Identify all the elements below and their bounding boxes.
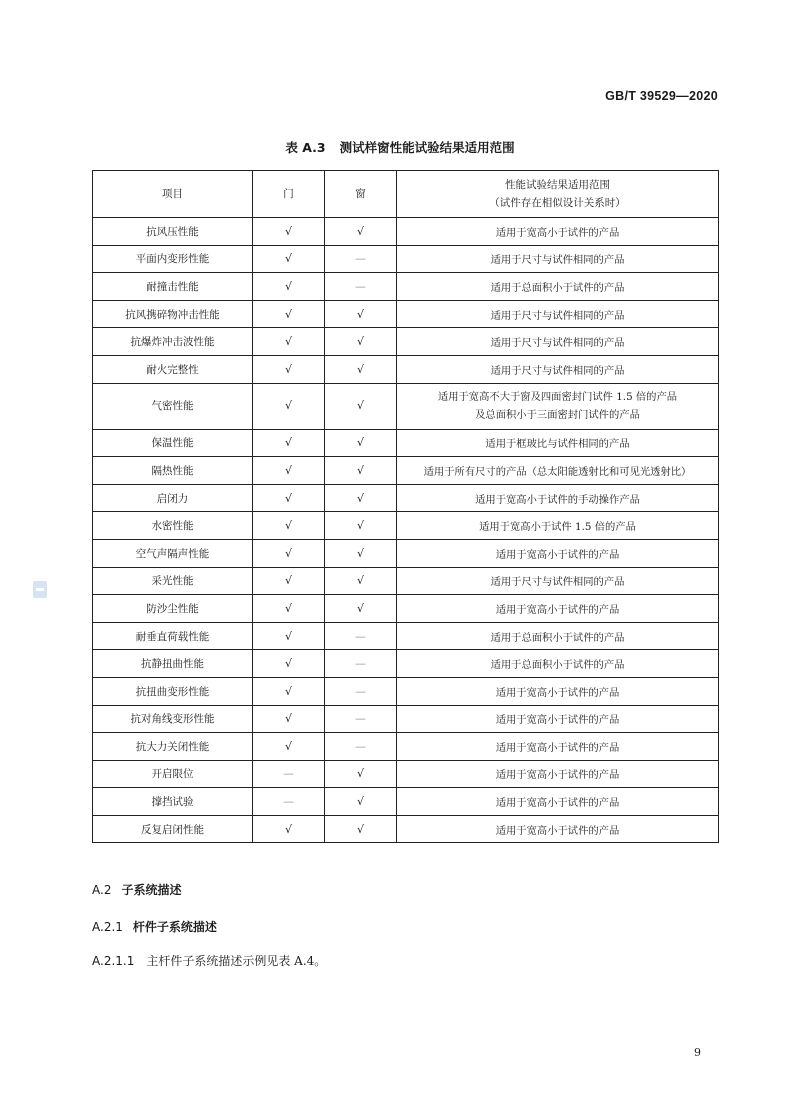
header-door: 门	[253, 171, 325, 218]
window-check-mark: √	[325, 300, 397, 328]
scope-text: 适用于所有尺寸的产品（总太阳能透射比和可见光透射比）	[423, 465, 692, 478]
table-row	[93, 760, 719, 788]
scope-text: 适用于宽高小于试件的产品	[495, 603, 620, 616]
table-row	[93, 650, 719, 678]
scope-cell	[397, 650, 719, 678]
window-check-mark: √	[325, 788, 397, 816]
scope-cell	[397, 512, 719, 540]
scope-text: 适用于框玻比与试件相同的产品	[485, 438, 630, 451]
item-cell: 抗风携碎物冲击性能	[93, 300, 253, 328]
door-check-mark: √	[253, 512, 325, 540]
table-row	[93, 429, 719, 457]
scope-text: 适用于尺寸与试件相同的产品	[490, 254, 625, 267]
section-title: 杆件子系统描述	[132, 920, 217, 934]
header-scope	[397, 171, 719, 218]
scope-text: 适用于宽高不大于窗及四面密封门试件 1.5 倍的产品	[437, 391, 678, 404]
door-check-mark: √	[253, 733, 325, 761]
window-check-mark: √	[325, 484, 397, 512]
item-cell: 开启限位	[93, 760, 253, 788]
door-check-mark: √	[253, 328, 325, 356]
table-row	[93, 355, 719, 383]
window-not-applicable-mark: —	[325, 733, 397, 761]
scope-cell	[397, 383, 719, 429]
window-not-applicable-mark: —	[325, 273, 397, 301]
scope-cell	[397, 595, 719, 623]
door-check-mark: √	[253, 539, 325, 567]
table-row	[93, 512, 719, 540]
item-cell: 空气声隔声性能	[93, 539, 253, 567]
item-cell: 抗风压性能	[93, 218, 253, 246]
scope-cell	[397, 328, 719, 356]
scope-cell	[397, 457, 719, 485]
header-scope-line2: （试件存在相似设计关系时）	[489, 197, 626, 209]
scope-text: 适用于宽高小于试件的产品	[495, 797, 620, 810]
table-row	[93, 733, 719, 761]
window-not-applicable-mark: —	[325, 650, 397, 678]
table-title-text: 测试样窗性能试验结果适用范围	[339, 140, 515, 155]
scope-cell	[397, 622, 719, 650]
door-check-mark: √	[253, 484, 325, 512]
door-check-mark: √	[253, 650, 325, 678]
section-number: A.2.1.1	[92, 954, 135, 968]
scope-cell	[397, 539, 719, 567]
scope-text: 适用于宽高小于试件的手动操作产品	[475, 493, 640, 506]
door-check-mark: √	[253, 595, 325, 623]
window-check-mark: √	[325, 567, 397, 595]
table-title	[0, 138, 800, 156]
item-cell: 耐垂直荷载性能	[93, 622, 253, 650]
scope-text: 适用于宽高小于试件的产品	[495, 714, 620, 727]
table-row	[93, 595, 719, 623]
item-cell: 防沙尘性能	[93, 595, 253, 623]
scope-cell	[397, 273, 719, 301]
window-not-applicable-mark: —	[325, 677, 397, 705]
door-check-mark: √	[253, 218, 325, 246]
scope-cell	[397, 218, 719, 246]
scope-text: 适用于总面积小于试件的产品	[490, 631, 625, 644]
section-a2-heading	[92, 881, 181, 898]
scope-text: 适用于宽高小于试件的产品	[495, 686, 620, 699]
table-number: 表 A.3	[285, 140, 326, 155]
door-check-mark: √	[253, 245, 325, 273]
scope-text-line2: 及总面积小于三面密封门试件的产品	[475, 409, 640, 422]
item-cell: 气密性能	[93, 383, 253, 429]
window-check-mark: √	[325, 355, 397, 383]
table-row	[93, 383, 719, 429]
window-check-mark: √	[325, 457, 397, 485]
door-check-mark: √	[253, 622, 325, 650]
window-not-applicable-mark: —	[325, 245, 397, 273]
window-not-applicable-mark: —	[325, 622, 397, 650]
table-row	[93, 300, 719, 328]
table-row	[93, 328, 719, 356]
table-row	[93, 622, 719, 650]
table-row	[93, 457, 719, 485]
table-row	[93, 218, 719, 246]
door-check-mark: √	[253, 273, 325, 301]
scope-text: 适用于总面积小于试件的产品	[490, 281, 625, 294]
window-check-mark: √	[325, 595, 397, 623]
door-check-mark: √	[253, 705, 325, 733]
door-check-mark: √	[253, 383, 325, 429]
table-row	[93, 484, 719, 512]
item-cell: 抗静扭曲性能	[93, 650, 253, 678]
scope-text: 适用于宽高小于试件 1.5 倍的产品	[479, 521, 636, 534]
scope-text: 适用于宽高小于试件的产品	[495, 769, 620, 782]
door-check-mark: √	[253, 567, 325, 595]
table-row	[93, 815, 719, 843]
scope-cell	[397, 788, 719, 816]
page-number: 9	[694, 1046, 701, 1059]
item-cell: 耐火完整性	[93, 355, 253, 383]
window-check-mark: √	[325, 539, 397, 567]
scope-text: 适用于总面积小于试件的产品	[490, 659, 625, 672]
item-cell: 保温性能	[93, 429, 253, 457]
table-row	[93, 245, 719, 273]
door-check-mark: √	[253, 677, 325, 705]
header-scope-line1: 性能试验结果适用范围	[505, 179, 610, 191]
door-check-mark: √	[253, 355, 325, 383]
window-check-mark: √	[325, 429, 397, 457]
scope-cell	[397, 815, 719, 843]
table-row	[93, 273, 719, 301]
scope-cell	[397, 677, 719, 705]
scope-text: 适用于宽高小于试件的产品	[495, 548, 620, 561]
scope-text: 适用于宽高小于试件的产品	[495, 741, 620, 754]
item-cell: 隔热性能	[93, 457, 253, 485]
paragraph-text: 主杆件子系统描述示例见表 A.4。	[146, 954, 327, 968]
item-cell: 水密性能	[93, 512, 253, 540]
section-number: A.2	[92, 883, 112, 897]
sidebar-tab-icon[interactable]	[33, 581, 47, 598]
results-scope-table	[92, 170, 719, 843]
scope-cell	[397, 760, 719, 788]
item-cell: 采光性能	[93, 567, 253, 595]
door-check-mark: √	[253, 429, 325, 457]
standard-code: GB/T 39529—2020	[605, 89, 718, 103]
item-cell: 启闭力	[93, 484, 253, 512]
table-row	[93, 539, 719, 567]
scope-cell	[397, 300, 719, 328]
item-cell: 抗大力关闭性能	[93, 733, 253, 761]
door-check-mark: √	[253, 815, 325, 843]
scope-cell	[397, 484, 719, 512]
table-row	[93, 705, 719, 733]
item-cell: 反复启闭性能	[93, 815, 253, 843]
item-cell: 抗对角线变形性能	[93, 705, 253, 733]
window-check-mark: √	[325, 383, 397, 429]
door-check-mark: √	[253, 457, 325, 485]
scope-cell	[397, 245, 719, 273]
scope-cell	[397, 429, 719, 457]
door-not-applicable-mark: —	[253, 788, 325, 816]
window-check-mark: √	[325, 760, 397, 788]
window-check-mark: √	[325, 815, 397, 843]
item-cell: 撑挡试验	[93, 788, 253, 816]
table-row	[93, 567, 719, 595]
item-cell: 抗爆炸冲击波性能	[93, 328, 253, 356]
door-not-applicable-mark: —	[253, 760, 325, 788]
table-row	[93, 677, 719, 705]
door-check-mark: √	[253, 300, 325, 328]
table-row	[93, 788, 719, 816]
scope-text: 适用于宽高小于试件的产品	[495, 226, 620, 239]
section-a211-paragraph	[92, 952, 326, 969]
window-check-mark: √	[325, 328, 397, 356]
scope-cell	[397, 567, 719, 595]
header-window: 窗	[325, 171, 397, 218]
scope-text: 适用于尺寸与试件相同的产品	[490, 576, 625, 589]
item-cell: 耐撞击性能	[93, 273, 253, 301]
scope-text: 适用于尺寸与试件相同的产品	[490, 364, 625, 377]
table-header-row	[93, 171, 719, 218]
item-cell: 平面内变形性能	[93, 245, 253, 273]
scope-text: 适用于尺寸与试件相同的产品	[490, 337, 625, 350]
item-cell: 抗扭曲变形性能	[93, 677, 253, 705]
section-a21-heading	[92, 918, 217, 935]
scope-cell	[397, 733, 719, 761]
scope-text: 适用于尺寸与试件相同的产品	[490, 309, 625, 322]
section-number: A.2.1	[92, 920, 123, 934]
header-item: 项目	[93, 171, 253, 218]
table-body	[93, 218, 719, 843]
scope-cell	[397, 705, 719, 733]
window-check-mark: √	[325, 512, 397, 540]
window-check-mark: √	[325, 218, 397, 246]
window-not-applicable-mark: —	[325, 705, 397, 733]
scope-text: 适用于宽高小于试件的产品	[495, 824, 620, 837]
section-title: 子系统描述	[121, 883, 182, 897]
scope-cell	[397, 355, 719, 383]
